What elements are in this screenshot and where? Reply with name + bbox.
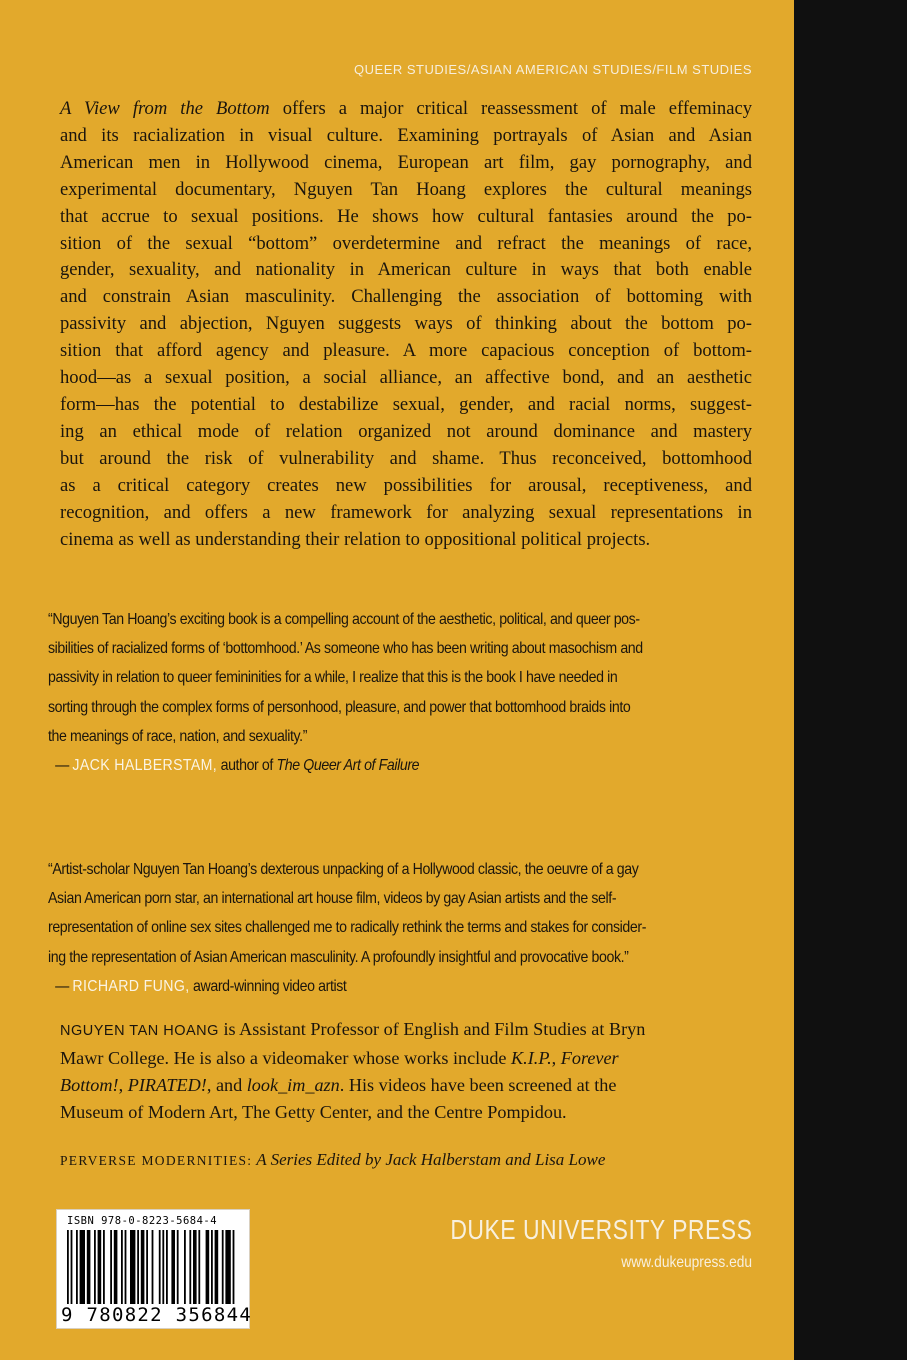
- barcode-digits: 9 780822 356844: [61, 1304, 253, 1326]
- endorsement-quote: [48, 855, 673, 1001]
- blurb-line: recognition, and offers a new framework for analyzing sexual representations in: [60, 501, 752, 523]
- quote-line: ing the representation of Asian American masculinity. A profoundly insightful and provocative book.”: [48, 947, 629, 966]
- quote-line: Asian American porn star, an international art house film, videos by gay Asian artists and the self-: [48, 889, 617, 908]
- blurb-line: experimental documentary, Nguyen Tan Hoang explores the cultural meanings: [60, 178, 752, 200]
- blurb-line: that accrue to sexual positions. He shows how cultural fantasies around the po-: [60, 205, 752, 227]
- blurb-line: passivity and abjection, Nguyen suggests ways of thinking about the bottom po-: [60, 313, 752, 335]
- endorser-name: JACK HALBERSTAM,: [72, 756, 218, 775]
- dark-side-strip: [794, 0, 907, 1360]
- book-description: [60, 96, 752, 553]
- blurb-line: and constrain Asian masculinity. Challenging the association of bottoming with: [60, 286, 752, 308]
- isbn-number: ISBN 978-0-8223-5684-4: [67, 1215, 218, 1227]
- quote-attribution: — JACK HALBERSTAM, author of The Queer Art of Failure: [55, 756, 420, 775]
- subject-category: QUEER STUDIES/ASIAN AMERICAN STUDIES/FILM STUDIES: [354, 62, 752, 77]
- quote-line: representation of online sex sites challenged me to radically rethink the terms and stakes for consider-: [48, 918, 647, 937]
- blurb-line: ing an ethical mode of relation organized not around dominance and mastery: [60, 420, 752, 442]
- series-label: PERVERSE MODERNITIES:: [60, 1153, 253, 1168]
- series-info: [60, 1150, 760, 1170]
- blurb-line: cinema as well as understanding their relation to oppositional political projects.: [60, 528, 651, 550]
- blurb-line: as a critical category creates new possibilities for arousal, receptiveness, and: [60, 474, 752, 496]
- endorser-name: RICHARD FUNG,: [72, 976, 190, 995]
- quote-line: passivity in relation to queer femininities for a while, I realize that this is the book I have needed in: [48, 668, 618, 687]
- quote-line: sibilities of racialized forms of ‘bottomhood.’ As someone who has been writing about masochism and: [48, 639, 643, 658]
- quote-attribution: — RICHARD FUNG, award-winning video artist: [55, 976, 347, 995]
- book-title: A View from the Bottom: [60, 98, 270, 119]
- blurb-line: but around the risk of vulnerability and shame. Thus reconceived, bottomhood: [60, 447, 752, 469]
- publisher-url: www.dukeupress.edu: [621, 1254, 752, 1271]
- blurb-line: hood—as a sexual position, a social alliance, an affective bond, and an aesthetic: [60, 367, 752, 389]
- quote-line: “Nguyen Tan Hoang’s exciting book is a compelling account of the aesthetic, political, and queer pos-: [48, 610, 640, 628]
- quote-line: the meanings of race, nation, and sexuality.”: [48, 726, 308, 745]
- quote-line: “Artist-scholar Nguyen Tan Hoang’s dexterous unpacking of a Hollywood classic, the oeuvre of a gay: [48, 860, 639, 878]
- blurb-line: gender, sexuality, and nationality in American culture in ways that both enable: [60, 259, 752, 281]
- blurb-line: sition of the sexual “bottom” overdetermine and refract the meanings of race,: [60, 232, 752, 254]
- isbn-barcode: [56, 1209, 253, 1329]
- publisher-name: DUKE UNIVERSITY PRESS: [449, 1214, 752, 1245]
- blurb-line: and its racialization in visual culture. Examining portrayals of Asian and Asian: [60, 124, 752, 146]
- series-editors: A Series Edited by Jack Halberstam and Lisa Lowe: [252, 1150, 606, 1169]
- endorsement-quote: [48, 605, 673, 780]
- author-bio: NGUYEN TAN HOANG is Assistant Professor of English and Film Studies at Bryn Mawr College. He is also a videomaker whose works include K.I.P., Forever Bottom!, PIRATED!, and look_im_azn. His videos have been screened at the Museum of Modern Art, The Getty Center, and the Centre Pompidou.: [60, 1019, 646, 1122]
- quote-line: sorting through the complex forms of personhood, pleasure, and power that bottomhood braids into: [48, 697, 631, 716]
- author-name: NGUYEN TAN HOANG: [60, 1023, 219, 1039]
- endorser-work: The Queer Art of Failure: [276, 756, 420, 775]
- blurb-line: form—has the potential to destabilize sexual, gender, and racial norms, suggest-: [60, 393, 752, 415]
- barcode-bars: [63, 1230, 243, 1306]
- blurb-line: A View from the Bottom offers a major critical reassessment of male effeminacy: [60, 98, 752, 119]
- blurb-line: sition that afford agency and pleasure. A more capacious conception of bottom-: [60, 340, 752, 362]
- blurb-line: American men in Hollywood cinema, European art film, gay pornography, and: [60, 151, 752, 173]
